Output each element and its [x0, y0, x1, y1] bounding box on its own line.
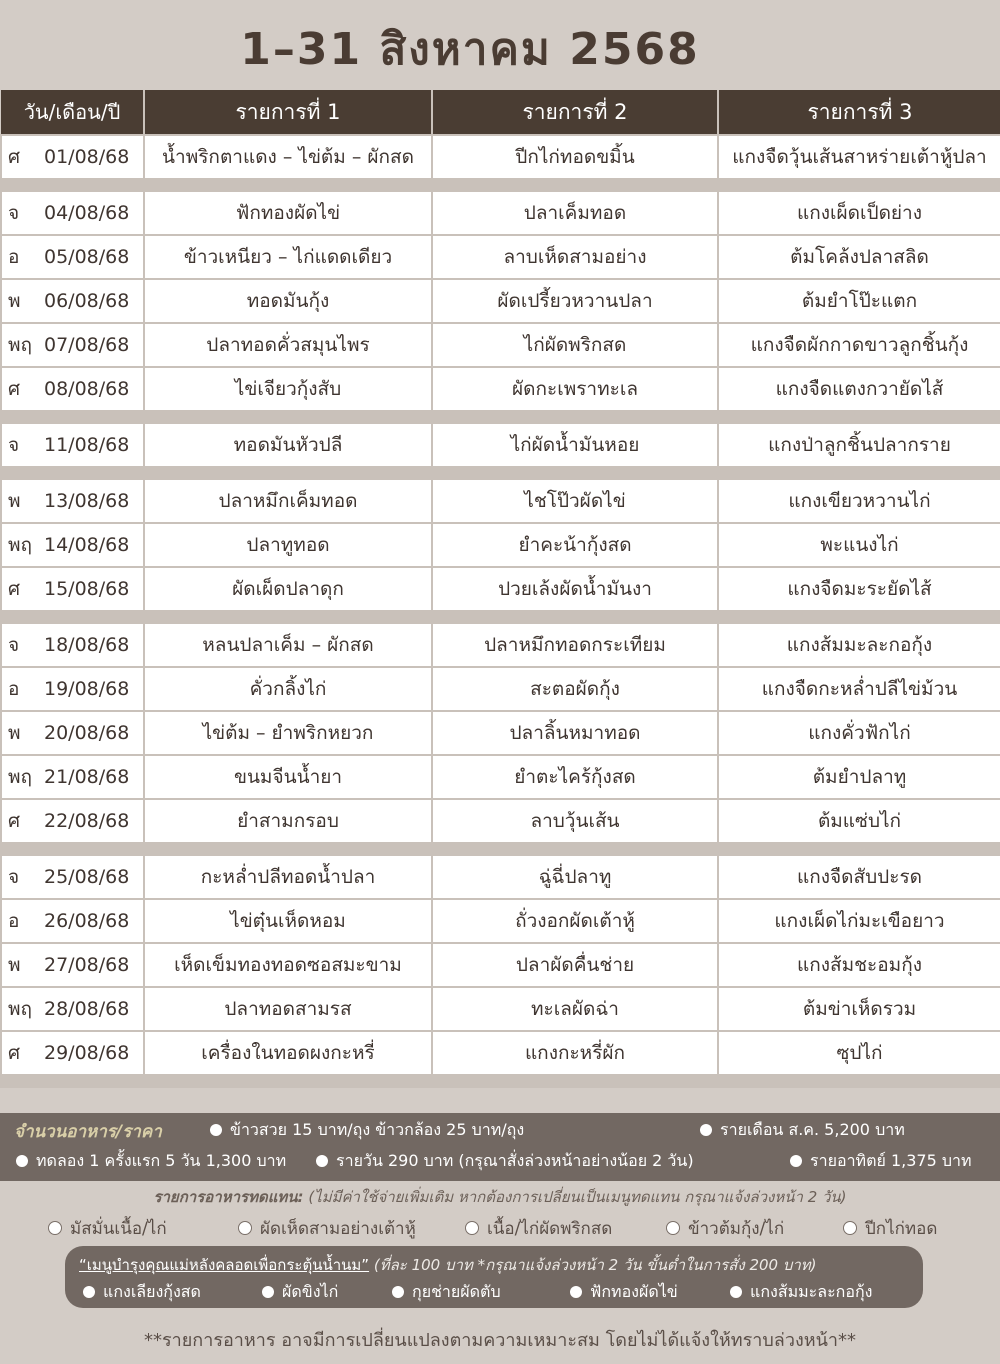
table-row — [1, 279, 1000, 323]
header-menu-3: รายการที่ 3 — [718, 90, 1000, 135]
separator-cell — [432, 843, 718, 855]
day-of-week: ศ — [8, 378, 21, 400]
separator-cell — [718, 179, 1000, 191]
menu-item-3: แกงจืดแตงกวายัดไส้ — [718, 367, 1000, 411]
day-of-week: อ — [8, 678, 20, 700]
bullet-icon — [16, 1155, 28, 1167]
separator-cell — [144, 1075, 432, 1087]
week-separator — [1, 843, 1000, 855]
special-menu-item — [83, 1280, 201, 1305]
menu-item-3: แกงส้มมะละกอกุ้ง — [718, 623, 1000, 667]
menu-item-3: แกงป่าลูกชิ้นปลากราย — [718, 423, 1000, 467]
alternative-item — [666, 1215, 784, 1242]
date-cell — [1, 523, 144, 567]
page-title: 1–31 สิงหาคม 2568 — [240, 24, 700, 75]
alternative-item-label: ข้าวต้มกุ้ง/ไก่ — [688, 1219, 785, 1239]
table-row — [1, 323, 1000, 367]
menu-item-3: ต้มยำปลาทู — [718, 755, 1000, 799]
radio-circle-icon — [48, 1221, 62, 1235]
day-of-week: ศ — [8, 146, 21, 168]
menu-item-2: ปลาลิ้นหมาทอด — [432, 711, 718, 755]
alternative-item-label: มัสมั่นเนื้อ/ไก่ — [70, 1219, 167, 1239]
menu-item-2: ไก่ผัดพริกสด — [432, 323, 718, 367]
date: 26/08/68 — [44, 910, 130, 932]
menu-item-2: ยำตะไคร้กุ้งสด — [432, 755, 718, 799]
separator-cell — [432, 611, 718, 623]
special-menu-item-label: ฟักทองผัดไข่ — [590, 1282, 678, 1301]
table-row — [1, 899, 1000, 943]
pricing-panel — [0, 1113, 1000, 1181]
separator-cell — [144, 611, 432, 623]
menu-item-1: กะหล่ำปลีทอดน้ำปลา — [144, 855, 432, 899]
date: 13/08/68 — [44, 490, 130, 512]
menu-item-1: หลนปลาเค็ม – ผักสด — [144, 623, 432, 667]
pricing-trial — [16, 1149, 286, 1174]
day-of-week: ศ — [8, 578, 21, 600]
menu-item-1: ปลาหมึกเค็มทอด — [144, 479, 432, 523]
menu-item-2: ยำคะน้ากุ้งสด — [432, 523, 718, 567]
day-of-week: จ — [8, 202, 20, 224]
menu-item-2: ปลาหมึกทอดกระเทียม — [432, 623, 718, 667]
menu-item-1: ข้าวเหนียว – ไก่แดดเดียว — [144, 235, 432, 279]
date: 01/08/68 — [44, 146, 130, 168]
bullet-icon — [700, 1124, 712, 1136]
menu-item-3: ซุปไก่ — [718, 1031, 1000, 1075]
date-cell — [1, 755, 144, 799]
pricing-daily — [316, 1149, 694, 1174]
menu-item-2: ไก่ผัดน้ำมันหอย — [432, 423, 718, 467]
menu-item-2: สะตอผัดกุ้ง — [432, 667, 718, 711]
menu-item-2: ลาบเห็ดสามอย่าง — [432, 235, 718, 279]
pricing-trial-text: ทดลอง 1 ครั้งแรก 5 วัน 1,300 บาท — [36, 1151, 287, 1170]
menu-table — [0, 90, 1000, 1088]
special-menu-item-label: แกงส้มมะละกอกุ้ง — [750, 1282, 873, 1301]
separator-cell — [432, 1075, 718, 1087]
week-separator — [1, 467, 1000, 479]
header-date: วัน/เดือน/ปี — [1, 90, 144, 135]
date-cell — [1, 135, 144, 179]
table-row — [1, 135, 1000, 179]
menu-item-1: ผัดเผ็ดปลาดุก — [144, 567, 432, 611]
table-row — [1, 367, 1000, 411]
special-menu-item-label: กุยช่ายผัดตับ — [412, 1282, 501, 1301]
date-cell — [1, 943, 144, 987]
radio-circle-icon — [843, 1221, 857, 1235]
date-cell — [1, 899, 144, 943]
separator-cell — [1, 611, 144, 623]
menu-item-3: ต้มโคล้งปลาสลิด — [718, 235, 1000, 279]
week-separator — [1, 1075, 1000, 1087]
footer-note: **รายการอาหาร อาจมีการเปลี่ยนแปลงตามความเหมาะสม โดยไม่ได้แจ้งให้ทราบล่วงหน้า** — [143, 1330, 857, 1351]
alternative-item-label: ผัดเห็ดสามอย่างเต้าหู้ — [260, 1219, 416, 1239]
special-menu-item — [730, 1280, 872, 1305]
date-cell — [1, 623, 144, 667]
pricing-weekly-text: รายอาทิตย์ 1,375 บาท — [810, 1151, 972, 1170]
date: 14/08/68 — [44, 534, 130, 556]
menu-item-1: ไข่ต้ม – ยำพริกหยวก — [144, 711, 432, 755]
date-cell — [1, 191, 144, 235]
date-cell — [1, 855, 144, 899]
header-menu-2: รายการที่ 2 — [432, 90, 718, 135]
separator-cell — [432, 179, 718, 191]
menu-item-1: ฟักทองผัดไข่ — [144, 191, 432, 235]
menu-item-1: ทอดมันกุ้ง — [144, 279, 432, 323]
special-menu-title: “เมนูบำรุงคุณแม่หลังคลอดเพื่อกระตุ้นน้ำนม” — [79, 1256, 370, 1274]
separator-cell — [718, 611, 1000, 623]
day-of-week: จ — [8, 434, 20, 456]
pricing-label: จำนวนอาหาร/ราคา — [14, 1122, 162, 1142]
separator-cell — [1, 179, 144, 191]
menu-item-2: ทะเลผัดฉ่า — [432, 987, 718, 1031]
separator-cell — [144, 411, 432, 423]
menu-item-3: แกงจืดสับปะรด — [718, 855, 1000, 899]
date: 08/08/68 — [44, 378, 130, 400]
menu-item-2: ปลาผัดคื่นช่าย — [432, 943, 718, 987]
day-of-week: พฤ — [8, 766, 33, 788]
date-cell — [1, 711, 144, 755]
menu-item-2: ถั่วงอกผัดเต้าหู้ — [432, 899, 718, 943]
day-of-week: ศ — [8, 1042, 21, 1064]
date-cell — [1, 987, 144, 1031]
separator-cell — [718, 843, 1000, 855]
day-of-week: พฤ — [8, 998, 33, 1020]
separator-cell — [1, 1075, 144, 1087]
separator-cell — [1, 411, 144, 423]
menu-item-2: ฉู่ฉี่ปลาทู — [432, 855, 718, 899]
alternative-item — [238, 1215, 416, 1242]
alternative-item — [48, 1215, 167, 1242]
bullet-icon — [262, 1286, 274, 1298]
bullet-icon — [392, 1286, 404, 1298]
date: 22/08/68 — [44, 810, 130, 832]
menu-item-2: ผัดเปรี้ยวหวานปลา — [432, 279, 718, 323]
special-menu-item-label: แกงเลียงกุ้งสด — [103, 1282, 201, 1301]
date-cell — [1, 423, 144, 467]
menu-item-3: แกงจืดวุ้นเส้นสาหร่ายเต้าหู้ปลา — [718, 135, 1000, 179]
alternatives-heading: รายการอาหารทดแทน: — [153, 1188, 304, 1206]
date-cell — [1, 667, 144, 711]
pricing-rice-text: ข้าวสวย 15 บาท/ถุง ข้าวกล้อง 25 บาท/ถุง — [230, 1120, 525, 1139]
table-header-row — [1, 90, 1000, 135]
day-of-week: อ — [8, 246, 20, 268]
table-row — [1, 711, 1000, 755]
table-row — [1, 943, 1000, 987]
menu-item-3: แกงเขียวหวานไก่ — [718, 479, 1000, 523]
bullet-icon — [790, 1155, 802, 1167]
week-separator — [1, 611, 1000, 623]
menu-item-2: ปีกไก่ทอดขมิ้น — [432, 135, 718, 179]
menu-item-1: ปลาทูทอด — [144, 523, 432, 567]
pricing-weekly — [790, 1149, 972, 1174]
menu-item-1: คั่วกลิ้งไก่ — [144, 667, 432, 711]
menu-item-3: พะแนงไก่ — [718, 523, 1000, 567]
radio-circle-icon — [465, 1221, 479, 1235]
menu-item-1: ไข่ตุ๋นเห็ดหอม — [144, 899, 432, 943]
table-row — [1, 623, 1000, 667]
menu-item-2: แกงกะหรี่ผัก — [432, 1031, 718, 1075]
menu-item-1: ขนมจีนน้ำยา — [144, 755, 432, 799]
separator-cell — [718, 1075, 1000, 1087]
bullet-icon — [210, 1124, 222, 1136]
date: 21/08/68 — [44, 766, 130, 788]
day-of-week: พ — [8, 490, 21, 512]
table-row — [1, 987, 1000, 1031]
table-row — [1, 755, 1000, 799]
menu-item-1: ทอดมันหัวปลี — [144, 423, 432, 467]
menu-item-2: ผัดกะเพราทะเล — [432, 367, 718, 411]
day-of-week: พ — [8, 290, 21, 312]
special-menu-item — [392, 1280, 501, 1305]
table-row — [1, 667, 1000, 711]
date: 29/08/68 — [44, 1042, 130, 1064]
alternatives-note: (ไม่มีค่าใช้จ่ายเพิ่มเติม หากต้องการเปลี่ยนเป็นเมนูทดแทน กรุณาแจ้งล่วงหน้า 2 วัน) — [308, 1188, 847, 1206]
special-menu-item-label: ผัดขิงไก่ — [282, 1282, 339, 1301]
pricing-monthly-text: รายเดือน ส.ค. 5,200 บาท — [720, 1120, 905, 1139]
separator-cell — [144, 843, 432, 855]
date: 04/08/68 — [44, 202, 130, 224]
separator-cell — [432, 411, 718, 423]
header-menu-1: รายการที่ 1 — [144, 90, 432, 135]
menu-item-1: ไข่เจียวกุ้งสับ — [144, 367, 432, 411]
day-of-week: ศ — [8, 810, 21, 832]
day-of-week: พฤ — [8, 334, 33, 356]
menu-item-3: แกงเผ็ดเป็ดย่าง — [718, 191, 1000, 235]
date: 18/08/68 — [44, 634, 130, 656]
menu-item-3: แกงจืดกะหล่ำปลีไข่ม้วน — [718, 667, 1000, 711]
table-row — [1, 191, 1000, 235]
date: 25/08/68 — [44, 866, 130, 888]
day-of-week: จ — [8, 634, 20, 656]
menu-item-3: ต้มยำโป๊ะแตก — [718, 279, 1000, 323]
special-menu-item — [262, 1280, 338, 1305]
menu-item-3: แกงจืดผักกาดขาวลูกชิ้นกุ้ง — [718, 323, 1000, 367]
menu-item-3: แกงส้มชะอมกุ้ง — [718, 943, 1000, 987]
week-separator — [1, 179, 1000, 191]
alternatives-title — [0, 1185, 1000, 1209]
date-cell — [1, 235, 144, 279]
date: 07/08/68 — [44, 334, 130, 356]
date: 20/08/68 — [44, 722, 130, 744]
separator-cell — [432, 467, 718, 479]
day-of-week: อ — [8, 910, 20, 932]
separator-cell — [718, 467, 1000, 479]
alternative-item-label: เนื้อ/ไก่ผัดพริกสด — [487, 1219, 613, 1239]
table-row — [1, 1031, 1000, 1075]
date: 28/08/68 — [44, 998, 130, 1020]
week-separator — [1, 411, 1000, 423]
table-row — [1, 799, 1000, 843]
special-menu-header — [79, 1253, 817, 1277]
menu-item-2: ลาบวุ้นเส้น — [432, 799, 718, 843]
menu-item-1: ปลาทอดสามรส — [144, 987, 432, 1031]
menu-item-2: ปวยเล้งผัดน้ำมันงา — [432, 567, 718, 611]
separator-cell — [144, 179, 432, 191]
alternative-item — [843, 1215, 937, 1242]
separator-cell — [718, 411, 1000, 423]
date: 19/08/68 — [44, 678, 130, 700]
menu-item-1: ปลาทอดคั่วสมุนไพร — [144, 323, 432, 367]
day-of-week: จ — [8, 866, 20, 888]
menu-item-3: แกงคั่วฟักไก่ — [718, 711, 1000, 755]
day-of-week: พ — [8, 954, 21, 976]
pricing-rice — [210, 1118, 524, 1143]
special-menu-item — [570, 1280, 678, 1305]
table-row — [1, 235, 1000, 279]
table-row — [1, 423, 1000, 467]
radio-circle-icon — [666, 1221, 680, 1235]
menu-item-3: แกงจืดมะระยัดไส้ — [718, 567, 1000, 611]
menu-item-3: ต้มแซ่บไก่ — [718, 799, 1000, 843]
radio-circle-icon — [238, 1221, 252, 1235]
date: 27/08/68 — [44, 954, 130, 976]
date: 15/08/68 — [44, 578, 130, 600]
date-cell — [1, 323, 144, 367]
date-cell — [1, 367, 144, 411]
alternative-item — [465, 1215, 612, 1242]
special-menu-list — [65, 1280, 923, 1304]
date: 06/08/68 — [44, 290, 130, 312]
bullet-icon — [316, 1155, 328, 1167]
date-cell — [1, 1031, 144, 1075]
bullet-icon — [570, 1286, 582, 1298]
menu-body — [1, 135, 1000, 1087]
table-row — [1, 855, 1000, 899]
separator-cell — [1, 843, 144, 855]
menu-item-1: น้ำพริกตาแดง – ไข่ต้ม – ผักสด — [144, 135, 432, 179]
date-cell — [1, 799, 144, 843]
bullet-icon — [730, 1286, 742, 1298]
day-of-week: พ — [8, 722, 21, 744]
table-row — [1, 567, 1000, 611]
date-cell — [1, 567, 144, 611]
special-menu-panel — [65, 1246, 923, 1308]
menu-item-3: แกงเผ็ดไก่มะเขือยาว — [718, 899, 1000, 943]
menu-item-2: ไชโป๊วผัดไข่ — [432, 479, 718, 523]
date: 11/08/68 — [44, 434, 130, 456]
menu-item-1: เห็ดเข็มทองทอดซอสมะขาม — [144, 943, 432, 987]
date-cell — [1, 279, 144, 323]
date: 05/08/68 — [44, 246, 130, 268]
alternatives-list — [0, 1215, 1000, 1239]
special-menu-note: (ที่ละ 100 บาท *กรุณาแจ้งล่วงหน้า 2 วัน ขั้นต่ำในการสั่ง 200 บาท) — [373, 1256, 817, 1274]
day-of-week: พฤ — [8, 534, 33, 556]
menu-item-3: ต้มข่าเห็ดรวม — [718, 987, 1000, 1031]
separator-cell — [144, 467, 432, 479]
alternative-item-label: ปีกไก่ทอด — [865, 1219, 938, 1239]
table-row — [1, 523, 1000, 567]
pricing-daily-text: รายวัน 290 บาท (กรุณาสั่งล่วงหน้าอย่างน้อย 2 วัน) — [336, 1151, 694, 1170]
menu-item-1: ยำสามกรอบ — [144, 799, 432, 843]
separator-cell — [1, 467, 144, 479]
menu-item-1: เครื่องในทอดผงกะหรี่ — [144, 1031, 432, 1075]
date-cell — [1, 479, 144, 523]
table-row — [1, 479, 1000, 523]
pricing-monthly — [700, 1118, 905, 1143]
menu-item-2: ปลาเค็มทอด — [432, 191, 718, 235]
bullet-icon — [83, 1286, 95, 1298]
